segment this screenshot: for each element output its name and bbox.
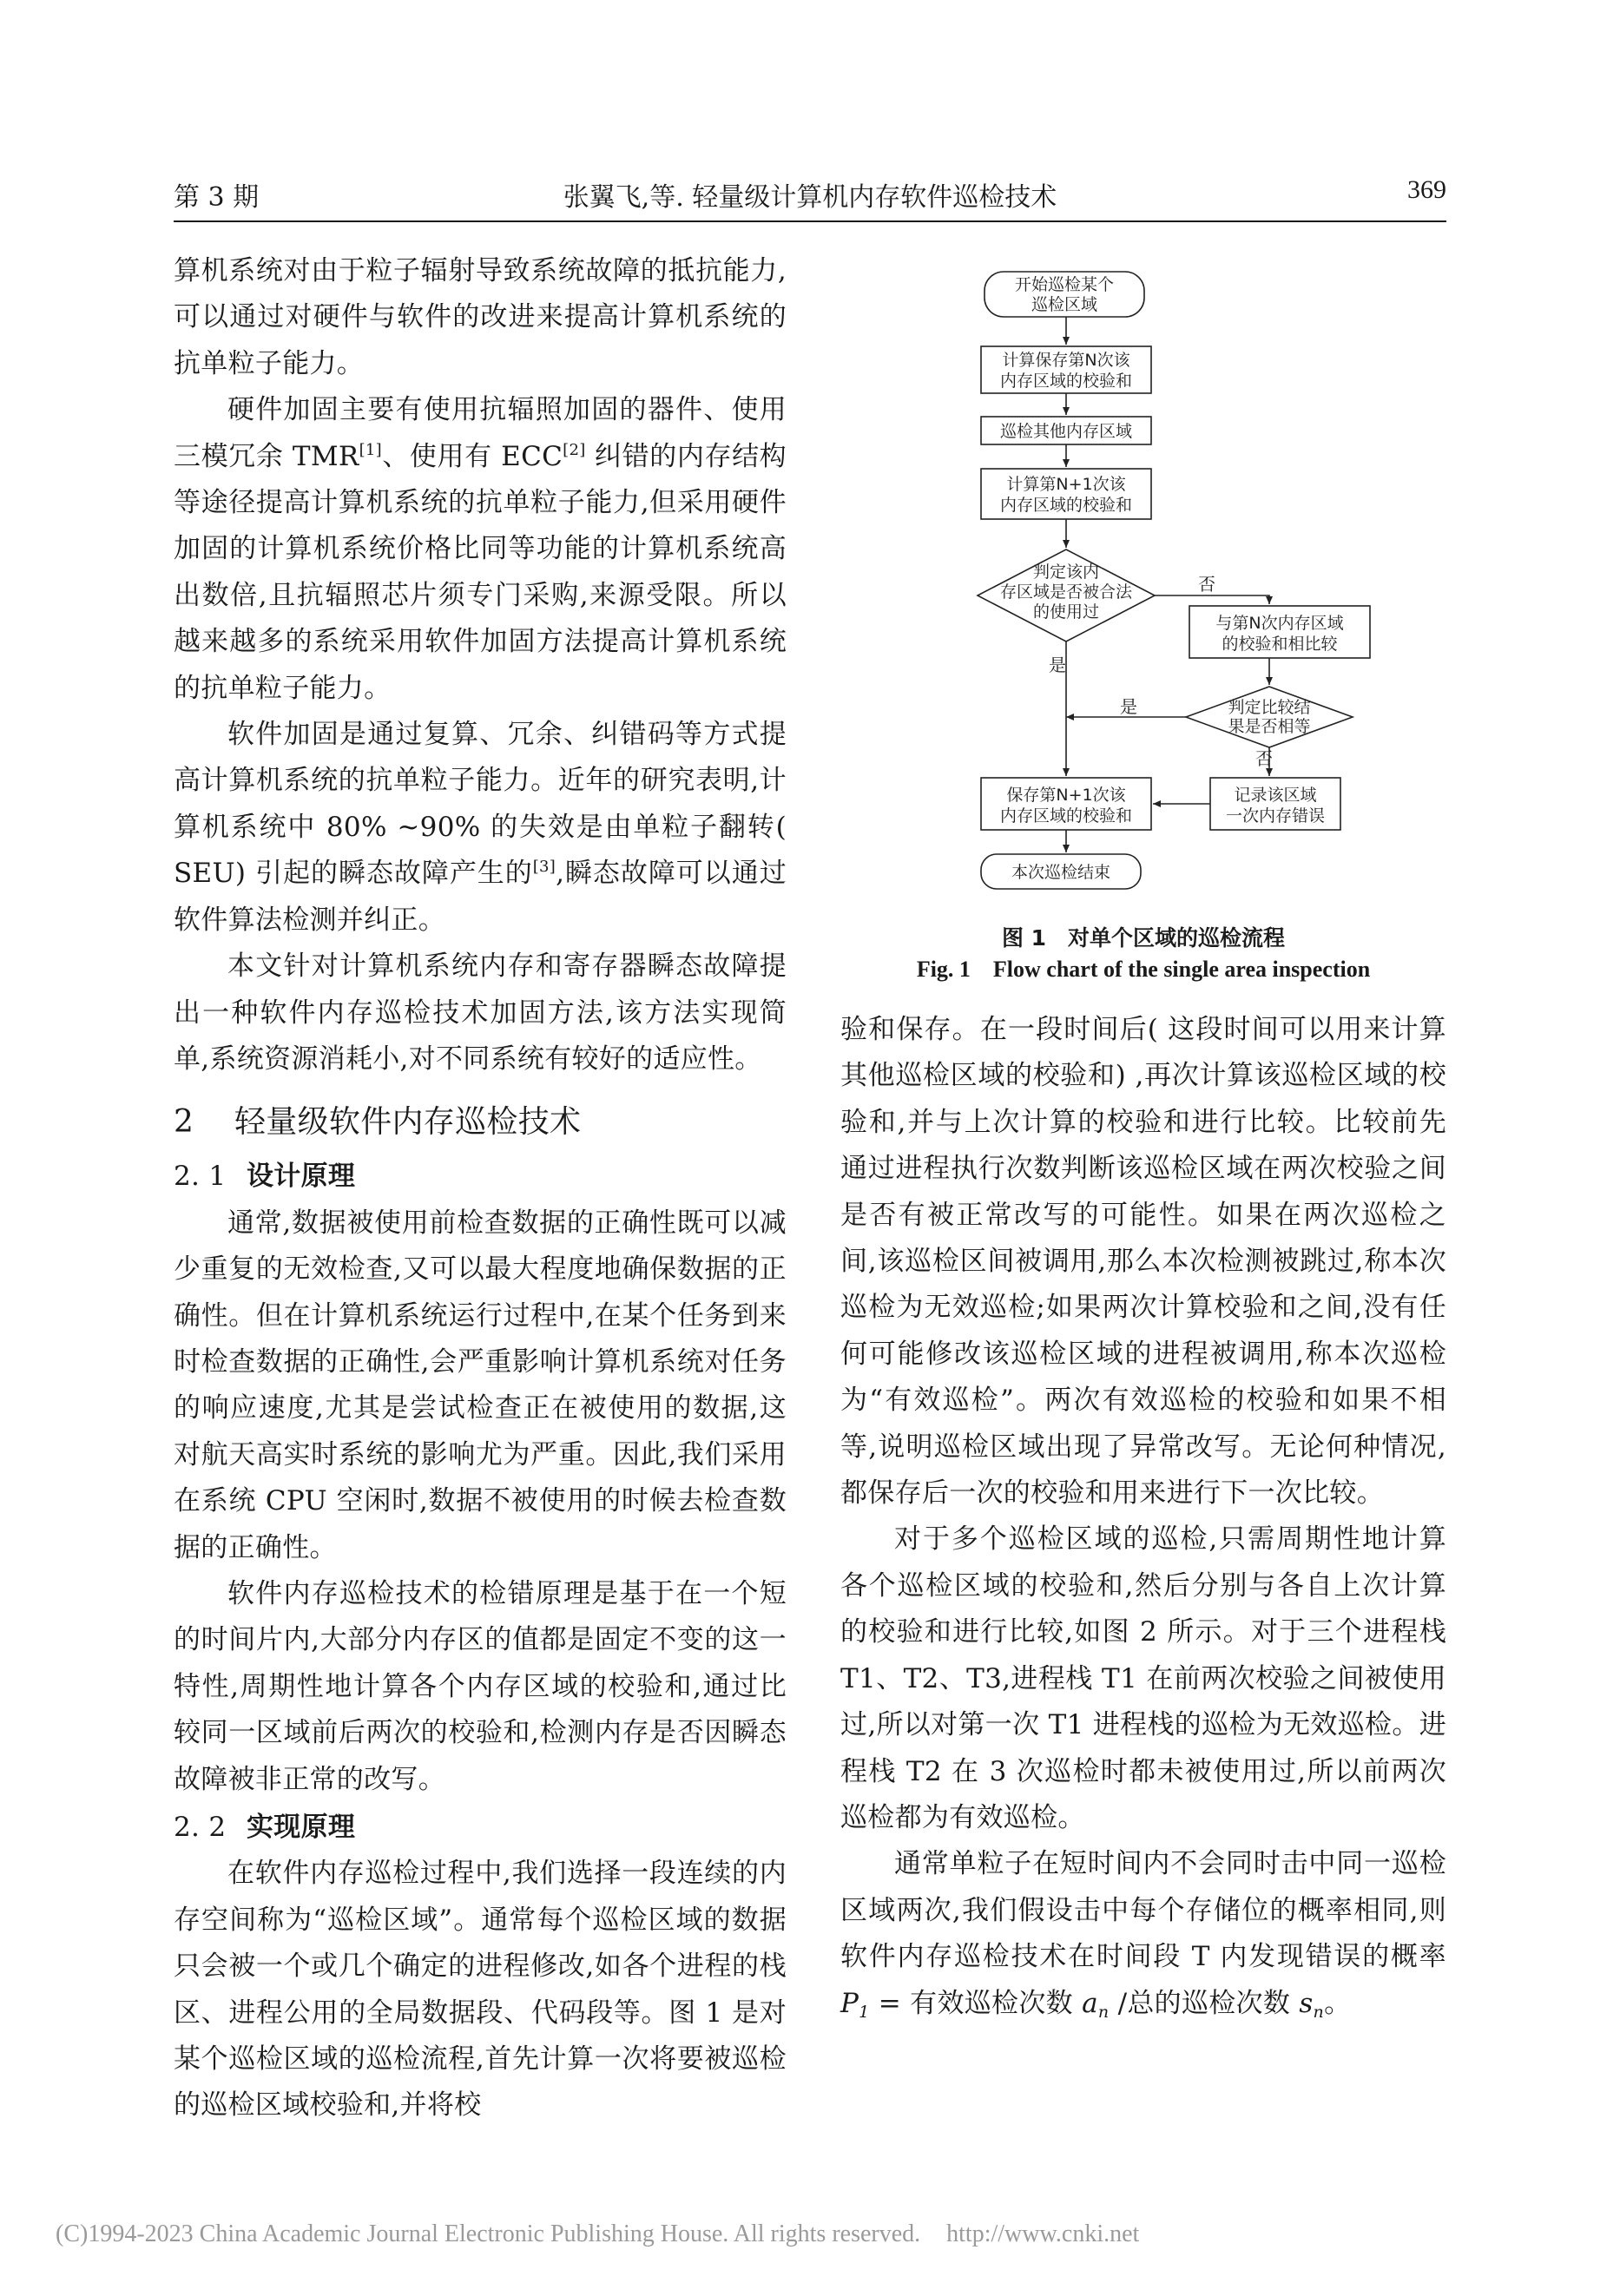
math-subscript: n <box>1097 2002 1110 2022</box>
flow-save-n-label: 内存区域的校验和 <box>999 372 1133 391</box>
flow-decide-equal-label: 果是否相等 <box>1228 717 1311 736</box>
flow-branch-label-no: 否 <box>1255 748 1273 769</box>
paragraph: 通常,数据被使用前检查数据的正确性既可以减少重复的无效检查,又可以最大程度地确保数据的正确性。但在计算机系统运行过程中,在某个任务到来时检查数据的正确性,会严重影响计算机系统对任务的响应速度,尤其是尝试检查正在被使用的数据,这对航天高实时系统的影响尤为严重。因此,我们采用在系统 CPU 空闲时,数据不被使用的时候去检查数据的正确性。 <box>174 1207 787 1563</box>
math-variable: a <box>1082 1987 1098 2019</box>
paragraph-text: ,瞬态故障可以通过软件算法检测并纠正。 <box>174 858 787 936</box>
citation-ref[interactable]: [3] <box>532 858 556 877</box>
figure-caption-en: Fig. 1 Flow chart of the single area inspection <box>916 957 1371 982</box>
flow-branch-label-yes: 是 <box>1120 696 1137 717</box>
paragraph-text: 。 <box>1324 1987 1352 2019</box>
subsection-title: 实现原理 <box>247 1812 356 1843</box>
right-column <box>840 1007 1446 2027</box>
section-title: 轻量级软件内存巡检技术 <box>234 1104 582 1141</box>
paragraph-text: = 有效巡检次数 <box>869 1987 1083 2019</box>
paragraph-text: /总的巡检次数 <box>1109 1987 1300 2019</box>
subsection-heading <box>174 1805 787 1851</box>
flow-branch-label-yes: 是 <box>1049 655 1066 675</box>
subsection-title: 设计原理 <box>247 1161 356 1193</box>
flow-compare-label: 与第N次内存区域 <box>1215 614 1344 633</box>
flow-save-n1-label: 内存区域的校验和 <box>999 806 1133 826</box>
citation-ref[interactable]: [1] <box>359 440 382 459</box>
flow-start-label: 巡检区域 <box>1031 295 1098 314</box>
paragraph: 对于多个巡检区域的巡检,只需周期性地计算各个巡检区域的校验和,然后分别与各自上次计算的校验和进行比较,如图 2 所示。对于三个进程栈 T1、T2、T3,进程栈 T1 在前两次校验之间被使用过,所以对第一次 T1 进程栈的巡检为无效巡检。进程栈 T2 在 3 次巡检时都未被使用过,所以前两次巡检都为有效巡检。 <box>840 1523 1446 1833</box>
flow-compare-label: 的校验和相比较 <box>1222 635 1338 654</box>
paragraph-text: 通常单粒子在短时间内不会同时击中同一巡检区域两次,我们假设击中每个存储位的概率相同,则软件内存巡检技术在时间段 T 内发现错误的概率 <box>840 1848 1446 1973</box>
paragraph-text: 软件加固是通过复算、冗余、纠错码等方式提高计算机系统的抗单粒子能力。近年的研究表明,计算机系统中 80% ~90% 的失效是由单粒子翻转( SEU) 引起的瞬态故障产生的 <box>174 719 787 890</box>
running-header <box>174 172 1446 215</box>
math-subscript: 1 <box>859 2002 870 2022</box>
flow-start-label: 开始巡检某个 <box>1014 275 1115 294</box>
paragraph-text: 纠错的内存结构等途径提高计算机系统的抗单粒子能力,但采用硬件加固的计算机系统价格比同等功能的计算机系统高出数倍,且抗辐照芯片须专门采购,来源受限。所以越来越多的系统采用软件加固方法提高计算机系统的抗单粒子能力。 <box>174 440 787 704</box>
running-title: 张翼飞,等. 轻量级计算机内存软件巡检技术 <box>563 182 1057 213</box>
paragraph <box>174 712 787 944</box>
subsection-heading <box>174 1154 787 1200</box>
flow-arrow <box>1155 595 1269 604</box>
header-rule <box>174 220 1446 222</box>
paragraph <box>840 1841 1446 2027</box>
flow-calc-n1-label: 内存区域的校验和 <box>999 496 1133 515</box>
subsection-number: 2. 1 <box>174 1161 227 1193</box>
figure-1-flowchart <box>955 263 1372 923</box>
section-heading <box>174 1096 787 1148</box>
math-variable: P <box>840 1987 859 2019</box>
flow-decide-used-label: 存区域是否被合法 <box>999 582 1133 602</box>
section-number: 2 <box>174 1104 194 1141</box>
flow-save-n1-label: 保存第N+1次该 <box>1006 786 1126 805</box>
flow-record-label: 一次内存错误 <box>1225 806 1326 826</box>
citation-ref[interactable]: [2] <box>563 440 586 459</box>
footer-url[interactable]: http://www.cnki.net <box>946 2220 1140 2247</box>
paragraph-text: 、使用有 ECC <box>381 440 563 472</box>
issue-number: 第 3 期 <box>174 182 260 213</box>
paragraph-text: 硬件加固主要有使用抗辐照加固的器件、使用三模冗余 TMR <box>174 394 787 472</box>
paragraph: 在软件内存巡检过程中,我们选择一段连续的内存空间称为“巡检区域”。通常每个巡检区域的数据只会被一个或几个确定的进程修改,如各个进程的栈区、进程公用的全局数据段、代码段等。图 1 是对某个巡检区域的巡检流程,首先计算一次将要被巡检的巡检区域校验和,并将校 <box>174 1858 787 2122</box>
math-subscript: n <box>1313 2002 1325 2022</box>
flow-branch-label-no: 否 <box>1198 574 1215 595</box>
footer <box>56 2220 1566 2248</box>
flow-record-label: 记录该区域 <box>1234 786 1317 805</box>
paragraph: 验和保存。在一段时间后( 这段时间可以用来计算其他巡检区域的校验和) ,再次计算该巡检区域的校验和,并与上次计算的校验和进行比较。比较前先通过进程执行次数判断该巡检区域在两次校验之间是否有被正常改写的可能性。如果在两次巡检之间,该巡检区间被调用,那么本次检测被跳过,称本次巡检为无效巡检;如果两次计算校验和之间,没有任何可能修改该巡检区域的进程被调用,称本次巡检为“有效巡检”。两次有效巡检的校验和如果不相等,说明巡检区域出现了异常改写。无论何种情况,都保存后一次的校验和用来进行下一次比较。 <box>840 1014 1446 1510</box>
left-column <box>174 248 787 2129</box>
flow-decide-equal-label: 判定比较结 <box>1228 698 1311 717</box>
subsection-number: 2. 2 <box>174 1812 227 1843</box>
flow-other-label: 巡检其他内存区域 <box>999 422 1133 441</box>
paragraph: 本文针对计算机系统内存和寄存器瞬态故障提出一种软件内存巡检技术加固方法,该方法实现简单,系统资源消耗小,对不同系统有较好的适应性。 <box>174 951 787 1075</box>
copyright-notice: (C)1994-2023 China Academic Journal Electronic Publishing House. All rights reserved. <box>56 2220 921 2247</box>
flow-calc-n1-label: 计算第N+1次该 <box>1006 475 1126 494</box>
paragraph: 软件内存巡检技术的检错原理是基于在一个短的时间片内,大部分内存区的值都是固定不变的这一特性,周期性地计算各个内存区域的校验和,通过比较同一区域前后两次的校验和,检测内存是否因瞬态故障被非正常的改写。 <box>174 1577 787 1795</box>
flow-end-label: 本次巡检结束 <box>1011 863 1111 882</box>
paragraph <box>174 387 787 712</box>
paragraph: 算机系统对由于粒子辐射导致系统故障的抵抗能力,可以通过对硬件与软件的改进来提高计算机系统的抗单粒子能力。 <box>174 255 787 379</box>
math-variable: s <box>1299 1987 1314 2019</box>
flow-decide-used-label: 判定该内 <box>1032 562 1100 582</box>
page-number: 369 <box>1407 175 1446 204</box>
flow-decide-used-label: 的使用过 <box>1032 602 1100 622</box>
figure-caption-cn: 图 1 对单个区域的巡检流程 <box>1001 925 1286 951</box>
flow-save-n-label: 计算保存第N次该 <box>1002 351 1130 370</box>
